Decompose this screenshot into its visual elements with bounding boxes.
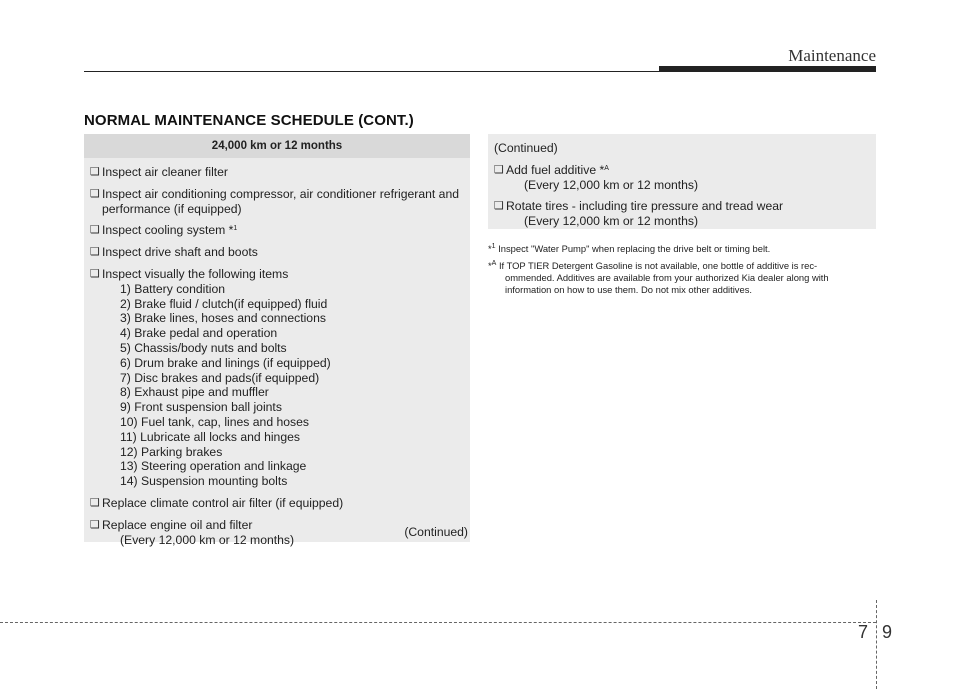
checklist-subitem: (Every 12,000 km or 12 months) <box>524 214 699 229</box>
checklist-item <box>90 223 464 238</box>
checkbox-icon: ❑ <box>90 496 100 509</box>
checklist-subitem: (Every 12,000 km or 12 months) <box>524 177 699 192</box>
checklist-item-text: Add fuel additive * <box>506 162 605 177</box>
footnote-text-cont: ommended. Additives are available from your authorized Kia dealer along with information on how to use them. Do not mix other additives. <box>505 271 829 295</box>
checklist-item <box>90 165 464 180</box>
checklist-item <box>90 267 464 489</box>
checklist-subitem: 10) Fuel tank, cap, lines and hoses <box>120 414 310 429</box>
checkbox-icon: ❑ <box>494 163 504 176</box>
checklist-subitem: 4) Brake pedal and operation <box>120 326 278 341</box>
checkbox-icon: ❑ <box>494 200 504 213</box>
checkbox-icon: ❑ <box>90 267 100 280</box>
schedule-item-list <box>494 163 870 229</box>
checkbox-icon: ❑ <box>90 187 100 200</box>
footnote-mark: *$^1$ <box>488 243 496 254</box>
footer-rule <box>0 622 876 623</box>
page-title: NORMAL MAINTENANCE SCHEDULE (CONT.) <box>84 112 414 129</box>
checklist-subitem: 11) Lubricate all locks and hinges <box>120 429 300 444</box>
footnote-text: If TOP TIER Detergent Gasoline is not available, one bottle of additive is rec- <box>498 260 818 271</box>
schedule-box-24000km <box>84 134 470 547</box>
footnote-text: Inspect "Water Pump" when replacing the drive belt or timing belt. <box>498 243 771 254</box>
checklist-item <box>90 187 464 217</box>
checklist-item-text: Replace climate control air filter (if equipped) <box>102 495 344 510</box>
schedule-box-heading: 24,000 km or 12 months <box>84 134 470 158</box>
schedule-box-continued <box>488 134 876 229</box>
header-rule <box>84 71 659 72</box>
footnote-1 <box>488 243 876 255</box>
checklist-subitem: 1) Battery condition <box>120 281 226 296</box>
checklist-subitem: 5) Chassis/body nuts and bolts <box>120 340 287 355</box>
chapter-number: 7 <box>857 622 868 642</box>
checklist-item-text: Inspect air conditioning compressor, air conditioner refrigerant and performance (if equipped) <box>102 186 460 216</box>
checklist-subitem: 2) Brake fluid / clutch(if equipped) fluid <box>120 296 328 311</box>
checklist-item-text: Rotate tires - including tire pressure and tread wear <box>506 199 784 214</box>
checklist-item <box>494 199 870 229</box>
checklist-subitem: 3) Brake lines, hoses and connections <box>120 311 326 326</box>
checklist-subitem: 9) Front suspension ball joints <box>120 400 282 415</box>
header-rule-bar <box>659 66 876 72</box>
checklist-item-text: Inspect drive shaft and boots <box>102 245 258 260</box>
checkbox-icon: ❑ <box>90 246 100 259</box>
footnote-a <box>488 260 876 295</box>
checklist-item-text: Replace engine oil and filter <box>102 517 253 532</box>
continued-label-top: (Continued) <box>494 141 558 155</box>
checklist-subitem: (Every 12,000 km or 12 months) <box>120 532 295 547</box>
checklist-subitem: 13) Steering operation and linkage <box>120 459 307 474</box>
schedule-item-list <box>90 165 464 547</box>
checklist-subitem: 14) Suspension mounting bolts <box>120 474 288 489</box>
footnote-mark: *$^A$ <box>488 260 497 271</box>
checkbox-icon: ❑ <box>90 166 100 178</box>
checklist-item <box>90 245 464 260</box>
checklist-subitem: 7) Disc brakes and pads(if equipped) <box>120 370 320 385</box>
page-number: 9 <box>882 622 893 642</box>
footer-divider <box>876 600 877 689</box>
checkbox-icon: ❑ <box>90 224 100 237</box>
checklist-subitem: 8) Exhaust pipe and muffler <box>120 385 269 400</box>
section-name: Maintenance <box>788 46 876 65</box>
checklist-item-text: Inspect cooling system * <box>102 223 234 238</box>
checkbox-icon: ❑ <box>90 518 100 531</box>
checklist-subitem: 6) Drum brake and linings (if equipped) <box>120 355 331 370</box>
footnote-ref: 1 <box>233 225 238 233</box>
footnote-ref: A <box>604 164 609 172</box>
checklist-item-text: Inspect visually the following items <box>102 266 289 281</box>
checklist-item-text: Inspect air cleaner filter <box>102 165 228 179</box>
checklist-item <box>494 163 870 193</box>
checklist-item <box>90 496 464 511</box>
checklist-subitem: 12) Parking brakes <box>120 444 223 459</box>
continued-label: (Continued) <box>404 525 468 540</box>
